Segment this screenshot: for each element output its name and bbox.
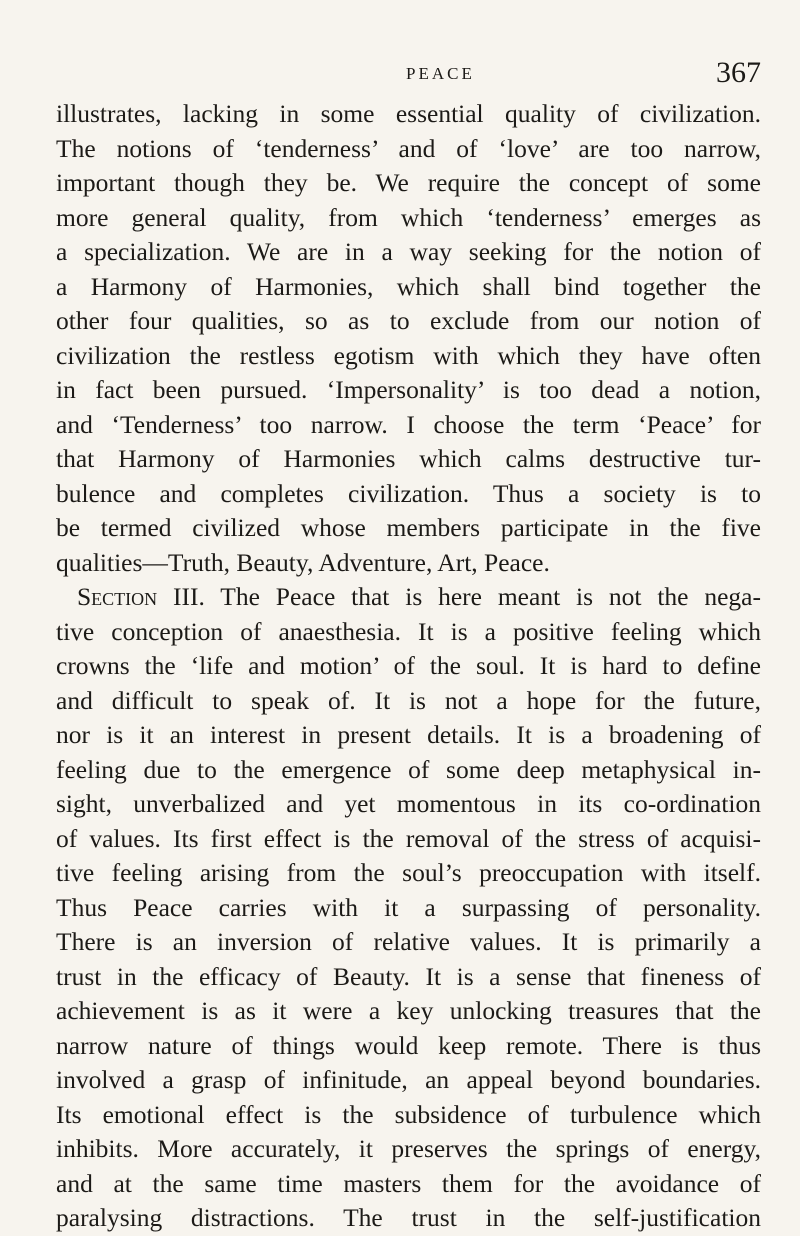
text-line-paragraph-end: qualities—Truth, Beauty, Adventure, Art, Peace.: [56, 547, 550, 577]
text-line: feeling due to the emergence of some deep metaphysical in-: [56, 754, 761, 784]
text-line: civilization the restless egotism with which they have often: [56, 340, 761, 370]
text-line: involved a grasp of infinitude, an appeal beyond boundaries.: [56, 1065, 761, 1094]
text-line: be termed civilized whose members participate in the five: [56, 513, 761, 542]
section-label: Section: [77, 582, 158, 611]
text-line: of values. Its first effect is the removal of the stress of acquisi-: [56, 823, 761, 853]
text-line: sight, unverbalized and yet momentous in its co-ordination: [56, 789, 761, 818]
text-line: in fact been pursued. ‘Impersonality’ is too dead a notion,: [56, 375, 761, 404]
text-line: important though they be. We require the concept of some: [56, 168, 761, 197]
text-line: illustrates, lacking in some essential quality of civilization.: [56, 99, 761, 128]
text-line: tive feeling arising from the soul’s preoccupation with itself.: [56, 858, 761, 887]
text-line: that Harmony of Harmonies which calms destructive tur-: [56, 444, 761, 473]
text-line: paralysing distractions. The trust in the self-justification: [56, 1203, 761, 1232]
text-line: and at the same time masters them for the avoidance of: [56, 1168, 761, 1198]
page-header: [56, 58, 761, 98]
text-line: more general quality, from which ‘tenderness’ emerges as: [56, 202, 761, 232]
text-line: There is an inversion of relative values. It is primarily a: [56, 927, 761, 956]
section-line-text: III. The Peace that is here meant is not the nega-: [157, 582, 761, 611]
text-line: The notions of ‘tenderness’ and of ‘love’ are too narrow,: [56, 133, 761, 163]
text-line: narrow nature of things would keep remote. There is thus: [56, 1030, 761, 1060]
page-number: 367: [716, 56, 761, 89]
text-line: tive conception of anaesthesia. It is a positive feeling which: [56, 616, 761, 646]
text-line: achievement is as it were a key unlocking treasures that the: [56, 996, 761, 1025]
text-line: Thus Peace carries with it a surpassing of personality.: [56, 892, 761, 922]
text-line: other four qualities, so as to exclude from our notion of: [56, 306, 761, 335]
text-line: and difficult to speak of. It is not a hope for the future,: [56, 685, 761, 715]
text-line: bulence and completes civilization. Thus a society is to: [56, 478, 761, 508]
text-line: a specialization. We are in a way seeking for the notion of: [56, 237, 761, 266]
text-line: inhibits. More accurately, it preserves the springs of energy,: [56, 1134, 761, 1163]
running-head: PEACE: [406, 64, 475, 83]
text-line: a Harmony of Harmonies, which shall bind together the: [56, 271, 761, 301]
text-line: nor is it an interest in present details. It is a broadening of: [56, 720, 761, 749]
text-line: crowns the ‘life and motion’ of the soul. It is hard to define: [56, 651, 761, 680]
body-text: [56, 97, 761, 1236]
text-line: and ‘Tenderness’ too narrow. I choose the term ‘Peace’ for: [56, 409, 761, 439]
text-line: trust in the efficacy of Beauty. It is a sense that fineness of: [56, 961, 761, 991]
text-line: Its emotional effect is the subsidence of turbulence which: [56, 1099, 761, 1129]
section-heading-line: [56, 580, 761, 615]
